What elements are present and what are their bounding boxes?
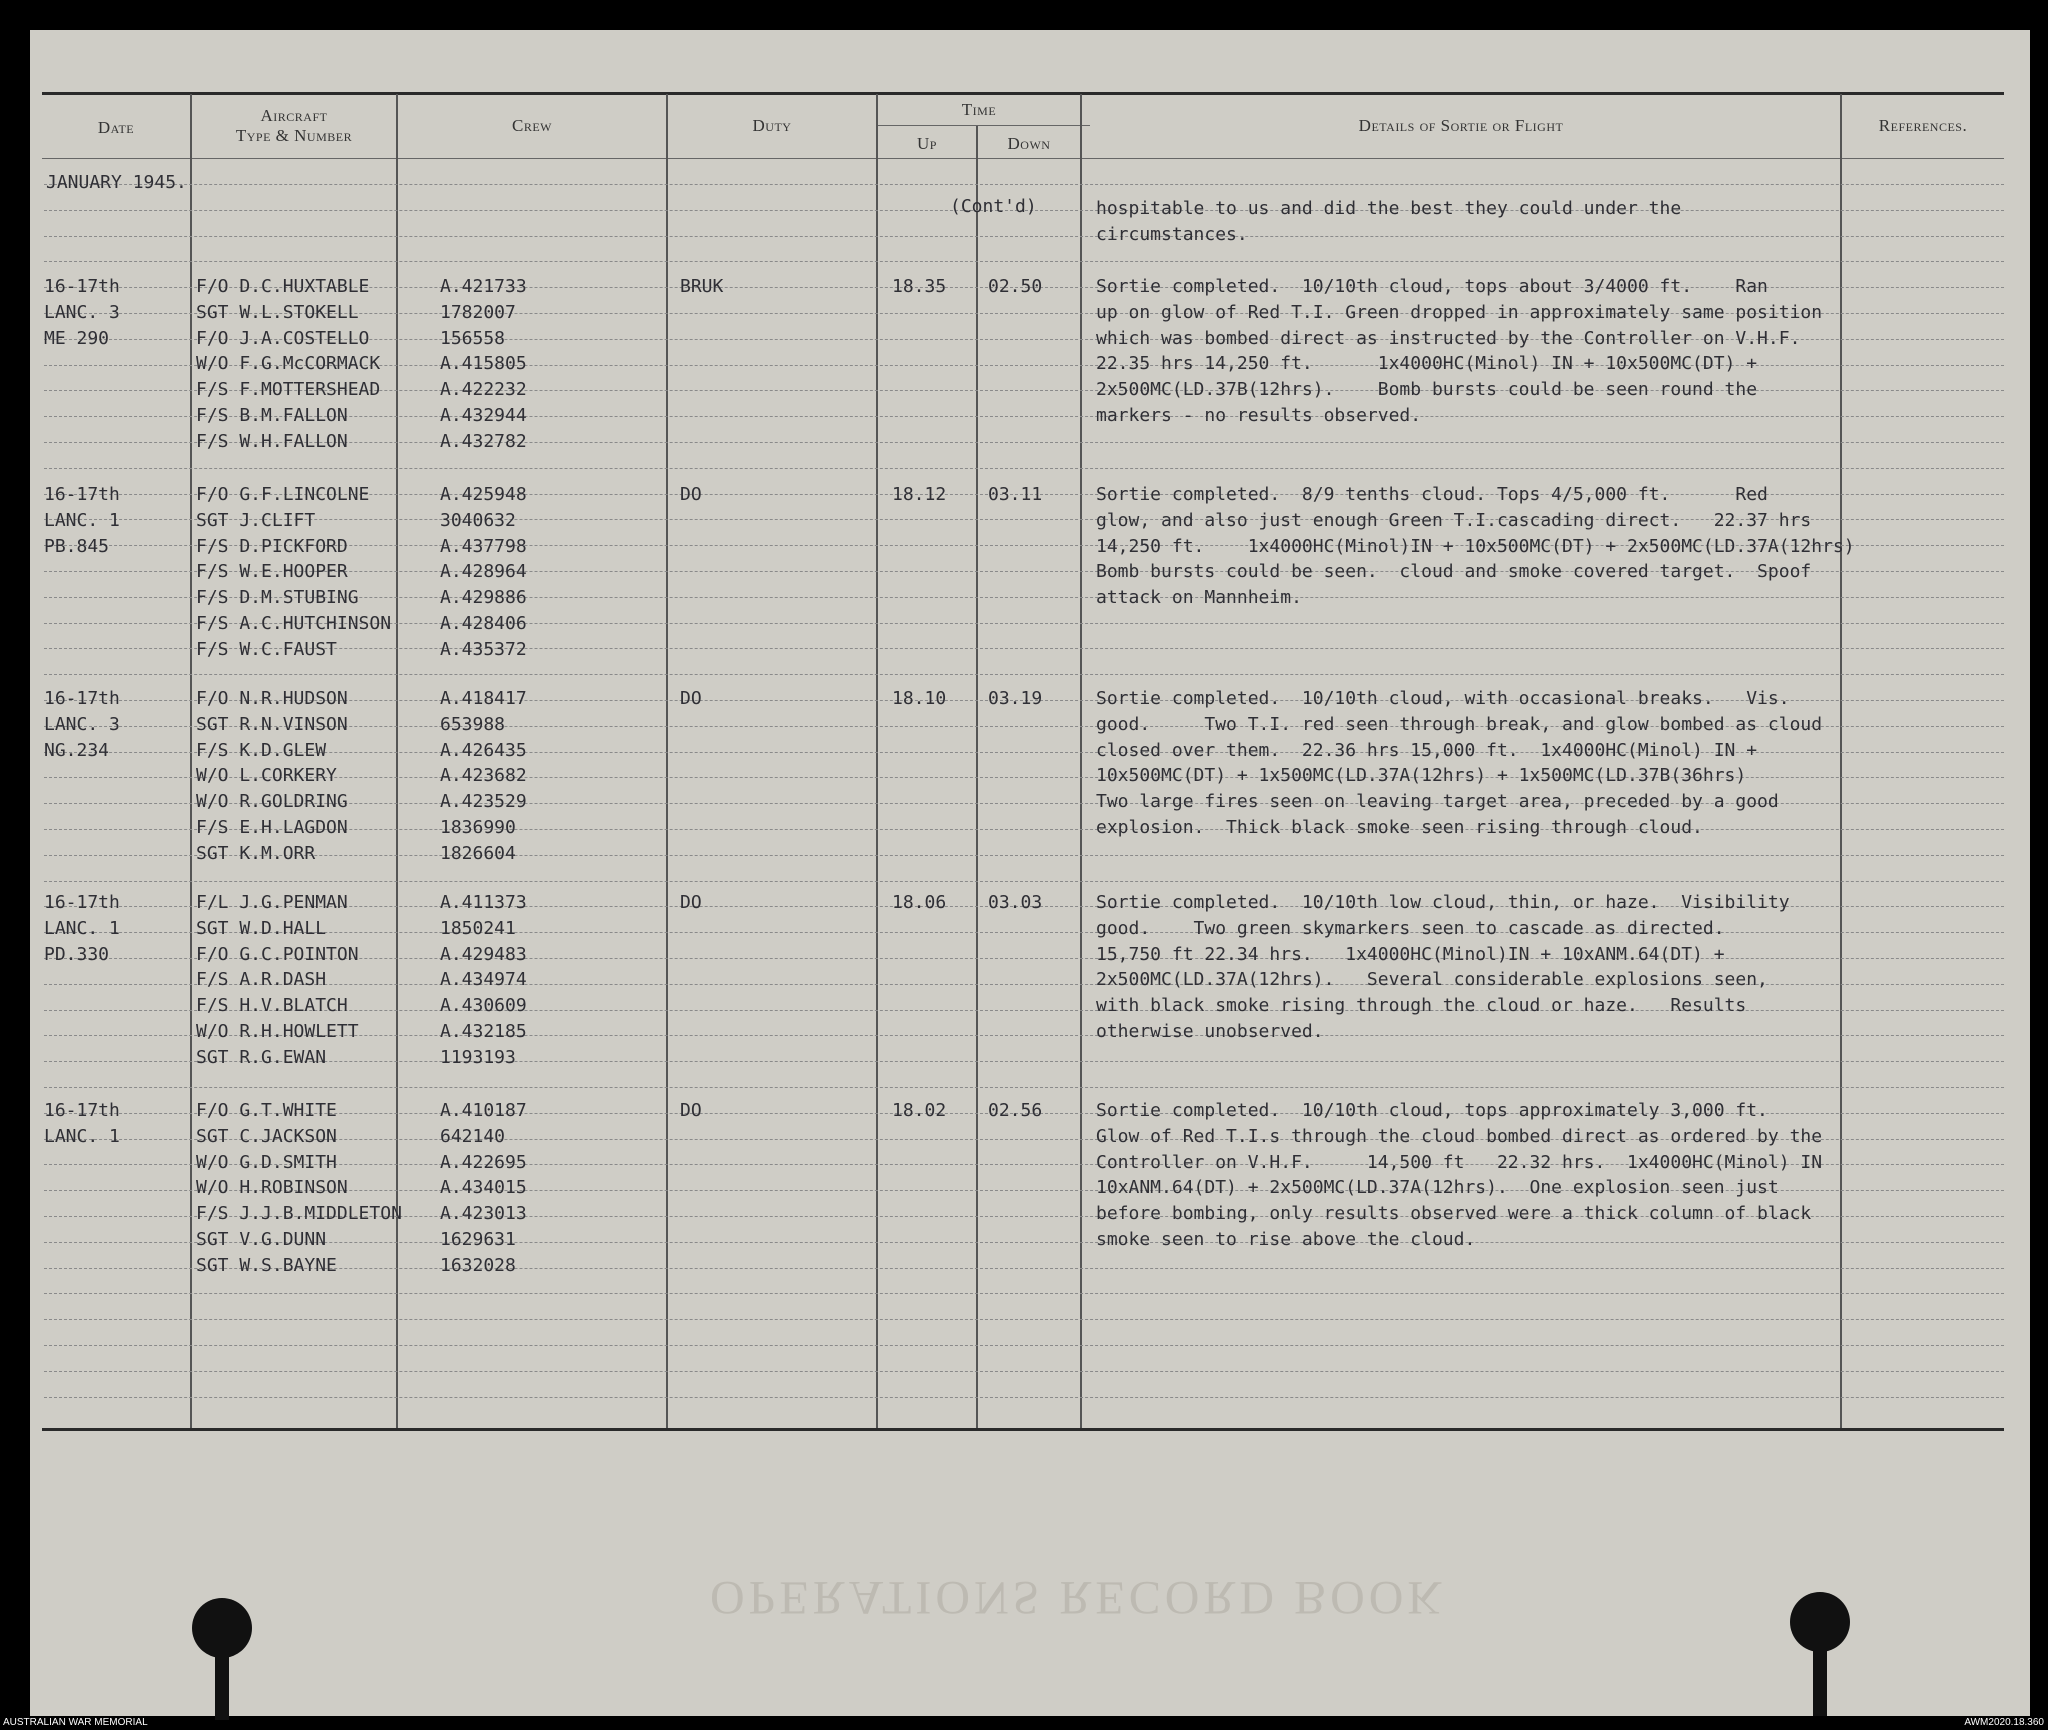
crew-service-number: A.432782 <box>440 430 527 452</box>
sortie-duty: DO <box>680 484 702 505</box>
crew-name: SGT W.L.STOKELL <box>196 301 359 323</box>
crew-name: F/S W.H.FALLON <box>196 430 348 452</box>
crew-service-number: A.421733 <box>440 276 527 297</box>
header-time: Time <box>961 100 997 119</box>
ruled-line <box>44 1319 2004 1320</box>
crew-name: W/O G.D.SMITH <box>196 1151 337 1173</box>
crew-service-number: A.422695 <box>440 1151 527 1173</box>
crew-service-number: A.430609 <box>440 995 527 1017</box>
aircraft-number: ME 290 <box>44 327 110 349</box>
crew-service-number: A.423013 <box>440 1203 527 1225</box>
sortie-details: Sortie completed. 10/10th cloud, tops about 3/4000 ft. Ran up on glow of Red T.I. Green dropped in approximately same position which was bombed direct as instructed by the Controller on V.H.F. 22.35 hrs 14,250 ft. 1x4000HC(Minol) IN + 10x500MC(DT) + 2x500MC(LD.37B(12hrs). Bomb bursts could be seen round the markers - no results observed. <box>1096 276 1823 426</box>
ruled-line <box>44 1397 2004 1398</box>
time-down: 02.50 <box>988 276 1043 297</box>
crew-name: F/S D.PICKFORD <box>196 535 348 557</box>
crew-service-number: 156558 <box>440 327 506 349</box>
col-divider <box>666 94 668 1428</box>
col-divider <box>1840 94 1842 1428</box>
ruled-line <box>44 236 2004 237</box>
time-down: 03.19 <box>988 688 1043 709</box>
crew-service-number: 1850241 <box>440 917 516 939</box>
sortie-date: 16-17th <box>44 688 120 709</box>
ruled-line <box>44 1371 2004 1372</box>
sortie-duty: DO <box>680 892 702 913</box>
aircraft-number: NG.234 <box>44 739 110 761</box>
header-date: Date <box>97 118 135 137</box>
bottom-rule <box>42 1428 2004 1431</box>
crew-service-number: A.429886 <box>440 587 527 609</box>
crew-service-number: 1836990 <box>440 817 516 838</box>
crew-name: F/S J.J.B.MIDDLETON <box>196 1203 402 1225</box>
ruled-line <box>44 855 2004 856</box>
crew-name: SGT W.S.BAYNE <box>196 1254 337 1276</box>
time-sub-rule <box>878 125 1090 126</box>
crew-name: F/S F.MOTTERSHEAD <box>196 379 381 401</box>
sortie-details: Sortie completed. 8/9 tenths cloud. Tops 4/5,000 ft. Red glow, and also just enough Green T.I.cascading direct. 22.37 hrs 14,250 ft. 1x4000HC(Minol)IN + 10x500MC(DT) + 2x500MC(LD.37A(12hrs) Bomb bursts could be seen. cloud and smoke covered target. Spoof attack on Mannheim. <box>1096 484 1855 609</box>
continued-label: (Cont'd) <box>950 196 1037 217</box>
time-up: 18.02 <box>892 1100 947 1121</box>
crew-service-number: A.429483 <box>440 943 527 965</box>
crew-name: F/L J.G.PENMAN <box>196 892 348 913</box>
crew-service-number: A.422232 <box>440 379 527 401</box>
crew-name: W/O H.ROBINSON <box>196 1177 348 1199</box>
sortie-date: 16-17th <box>44 1100 120 1121</box>
ruled-line <box>44 1061 2004 1062</box>
bleed-through-text: OPERATIONS RECORD BOOK <box>710 1571 1447 1624</box>
footer-credit: AUSTRALIAN WAR MEMORIAL <box>3 1717 148 1728</box>
ruled-line <box>44 261 2004 262</box>
col-divider <box>190 94 192 1428</box>
time-down: 02.56 <box>988 1100 1043 1121</box>
ruled-line <box>44 468 2004 469</box>
crew-name: F/S K.D.GLEW <box>196 739 327 761</box>
crew-name: F/S A.C.HUTCHINSON <box>196 613 392 634</box>
continued-details: hospitable to us and did the best they could under the circumstances. <box>1096 198 1682 245</box>
header-up: Up <box>917 134 937 153</box>
sortie-date: 16-17th <box>44 276 120 297</box>
aircraft-type: LANC. 1 <box>44 917 120 939</box>
crew-service-number: A.410187 <box>440 1100 527 1121</box>
crew-name: SGT R.G.EWAN <box>196 1046 327 1068</box>
crew-service-number: A.426435 <box>440 739 527 761</box>
month-heading: JANUARY 1945. <box>46 172 187 193</box>
crew-name: F/S W.E.HOOPER <box>196 561 348 583</box>
header-aircraft-sub: Type & Number <box>235 126 353 145</box>
time-up: 18.06 <box>892 892 947 913</box>
crew-service-number: A.432944 <box>440 405 527 426</box>
ruled-line <box>44 674 2004 675</box>
crew-service-number: 1632028 <box>440 1254 516 1276</box>
crew-name: F/O N.R.HUDSON <box>196 688 348 709</box>
crew-service-number: A.435372 <box>440 638 527 660</box>
crew-name: F/O G.C.POINTON <box>196 943 359 965</box>
crew-service-number: A.434015 <box>440 1177 527 1199</box>
crew-name: F/O G.T.WHITE <box>196 1100 337 1121</box>
ruled-line <box>44 1087 2004 1088</box>
aircraft-number: PD.330 <box>44 943 110 965</box>
crew-name: F/S B.M.FALLON <box>196 405 348 426</box>
footer-catalogue-id: AWM2020.18.360 <box>1964 1717 2044 1728</box>
crew-name: SGT W.D.HALL <box>196 917 327 939</box>
crew-service-number: A.418417 <box>440 688 527 709</box>
ruled-line <box>44 184 2004 185</box>
binder-hole-tail <box>215 1630 229 1720</box>
ruled-line <box>44 881 2004 882</box>
header-down: Down <box>1007 134 1051 153</box>
col-divider <box>876 94 878 1428</box>
crew-name: F/O G.F.LINCOLNE <box>196 484 370 505</box>
crew-name: W/O R.GOLDRING <box>196 791 348 813</box>
aircraft-type: LANC. 1 <box>44 509 120 531</box>
aircraft-type: LANC. 3 <box>44 713 120 735</box>
crew-service-number: 1193193 <box>440 1046 516 1068</box>
header-references: References. <box>1878 116 1968 135</box>
sortie-duty: BRUK <box>680 276 724 297</box>
time-up: 18.35 <box>892 276 947 297</box>
crew-name: F/O D.C.HUXTABLE <box>196 276 370 297</box>
crew-name: SGT C.JACKSON <box>196 1125 337 1147</box>
aircraft-type: LANC. 1 <box>44 1125 120 1147</box>
crew-name: F/S H.V.BLATCH <box>196 995 348 1017</box>
header-crew: Crew <box>512 116 552 135</box>
crew-service-number: A.423529 <box>440 791 527 813</box>
sortie-duty: DO <box>680 688 702 709</box>
header-rule <box>42 158 2004 159</box>
binder-hole-tail <box>1813 1626 1827 1716</box>
crew-name: SGT R.N.VINSON <box>196 713 348 735</box>
crew-name: F/S D.M.STUBING <box>196 587 359 609</box>
crew-name: F/S A.R.DASH <box>196 969 327 991</box>
time-up: 18.12 <box>892 484 947 505</box>
crew-name: SGT K.M.ORR <box>196 842 316 864</box>
crew-service-number: 1782007 <box>440 301 516 323</box>
crew-service-number: A.434974 <box>440 969 527 991</box>
crew-service-number: A.437798 <box>440 535 527 557</box>
crew-name: F/O J.A.COSTELLO <box>196 327 370 349</box>
sortie-details: Sortie completed. 10/10th cloud, tops approximately 3,000 ft. Glow of Red T.I.s through the cloud bombed direct as ordered by the Controller on V.H.F. 14,500 ft 22.32 hrs. 1x4000HC(Minol) IN 10xANM.64(DT) + 2x500MC(LD.37A(12hrs). One explosion seen just before bombing, only results observed were a thick column of black smoke seen to rise above the cloud. <box>1096 1100 1823 1250</box>
crew-name: SGT V.G.DUNN <box>196 1229 327 1250</box>
crew-name: F/S W.C.FAUST <box>196 638 337 660</box>
crew-service-number: A.428964 <box>440 561 527 583</box>
crew-service-number: 1826604 <box>440 842 516 864</box>
time-down: 03.03 <box>988 892 1043 913</box>
header-aircraft: Aircraft <box>260 106 328 125</box>
crew-service-number: A.428406 <box>440 613 527 634</box>
ruled-line <box>44 1293 2004 1294</box>
crew-service-number: 3040632 <box>440 509 516 531</box>
time-down: 03.11 <box>988 484 1043 505</box>
record-sheet <box>30 30 2030 1716</box>
crew-service-number: 653988 <box>440 713 506 735</box>
sortie-details: Sortie completed. 10/10th low cloud, thin, or haze. Visibility good. Two green skymarkers seen to cascade as directed. 15,750 ft 22.34 hrs. 1x4000HC(Minol)IN + 10xANM.64(DT) + 2x500MC(LD.37A(12hrs). Several considerable explosions seen, with black smoke rising through the cloud or haze. Results otherwise unobserved. <box>1096 892 1790 1042</box>
header-duty: Duty <box>752 116 792 135</box>
top-rule <box>42 92 2004 95</box>
crew-name: W/O F.G.McCORMACK <box>196 353 381 375</box>
crew-service-number: 642140 <box>440 1125 506 1147</box>
crew-service-number: A.411373 <box>440 892 527 913</box>
ruled-line <box>44 1345 2004 1346</box>
crew-service-number: A.425948 <box>440 484 527 505</box>
crew-name: SGT J.CLIFT <box>196 509 316 531</box>
aircraft-number: PB.845 <box>44 535 110 557</box>
crew-name: F/S E.H.LAGDON <box>196 817 348 838</box>
sortie-date: 16-17th <box>44 484 120 505</box>
ruled-line <box>44 1268 2004 1269</box>
crew-name: W/O R.H.HOWLETT <box>196 1021 359 1042</box>
crew-service-number: A.415805 <box>440 353 527 375</box>
header-details: Details of Sortie or Flight <box>1358 116 1564 135</box>
sortie-date: 16-17th <box>44 892 120 913</box>
ruled-line <box>44 648 2004 649</box>
aircraft-type: LANC. 3 <box>44 301 120 323</box>
crew-service-number: 1629631 <box>440 1229 516 1250</box>
crew-service-number: A.432185 <box>440 1021 527 1042</box>
sortie-details: Sortie completed. 10/10th cloud, with occasional breaks. Vis. good. Two T.I. red seen through break, and glow bombed as cloud closed over them. 22.36 hrs 15,000 ft. 1x4000HC(Minol) IN + 10x500MC(DT) + 1x500MC(LD.37A(12hrs) + 1x500MC(LD.37B(36hrs) Two large fires seen on leaving target area, preceded by a good explosion. Thick black smoke seen rising through cloud. <box>1096 688 1823 838</box>
sortie-duty: DO <box>680 1100 702 1121</box>
col-divider <box>1080 94 1082 1428</box>
crew-name: W/O L.CORKERY <box>196 765 337 787</box>
crew-service-number: A.423682 <box>440 765 527 787</box>
col-divider <box>396 94 398 1428</box>
time-up: 18.10 <box>892 688 947 709</box>
